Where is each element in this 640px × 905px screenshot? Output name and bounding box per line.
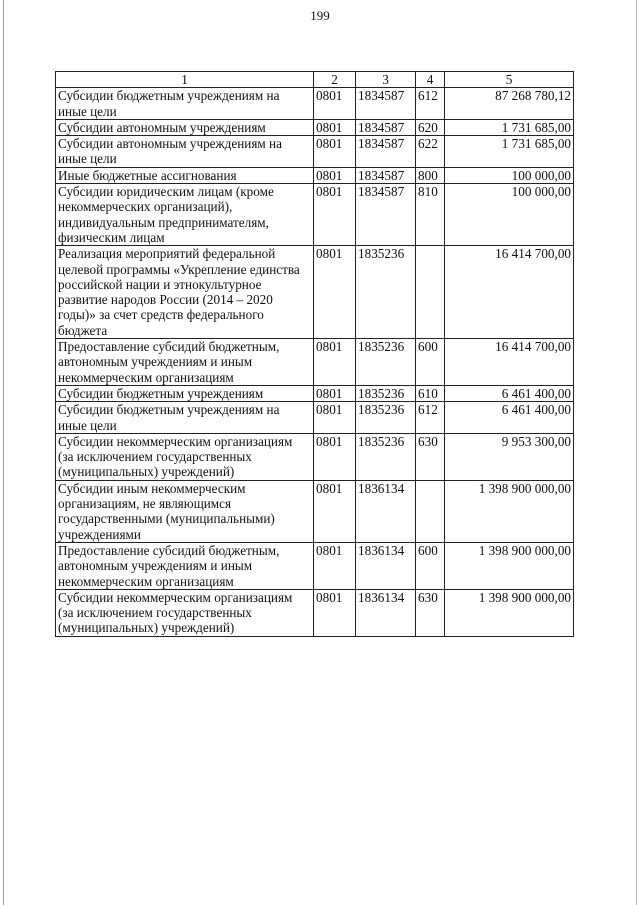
row-amount: 6 461 400,00 xyxy=(445,385,574,401)
row-name: Иные бюджетные ассигнования xyxy=(56,167,314,183)
row-article: 1834587 xyxy=(356,119,416,135)
page-edge-left xyxy=(3,0,4,905)
row-section: 0801 xyxy=(314,542,356,589)
column-header-section: 2 xyxy=(314,72,356,88)
row-amount: 87 268 780,12 xyxy=(445,88,574,120)
row-article: 1836134 xyxy=(356,480,416,542)
row-type: 622 xyxy=(416,136,445,168)
row-name: Субсидии бюджетным учреждениям на иные цели xyxy=(56,88,314,120)
row-article: 1834587 xyxy=(356,136,416,168)
column-header-article: 3 xyxy=(356,72,416,88)
row-amount: 16 414 700,00 xyxy=(445,339,574,386)
row-name: Субсидии юридическим лицам (кроме некоммерческих организаций), индивидуальным предпринимателям, физическим лицам xyxy=(56,184,314,246)
row-section: 0801 xyxy=(314,339,356,386)
column-header-type: 4 xyxy=(416,72,445,88)
row-type: 612 xyxy=(416,402,445,434)
row-amount: 1 731 685,00 xyxy=(445,136,574,168)
column-header-name: 1 xyxy=(56,72,314,88)
row-type: 630 xyxy=(416,433,445,480)
row-section: 0801 xyxy=(314,167,356,183)
row-type xyxy=(416,480,445,542)
row-amount: 100 000,00 xyxy=(445,167,574,183)
row-type: 800 xyxy=(416,167,445,183)
table-row xyxy=(56,246,574,339)
row-article: 1834587 xyxy=(356,88,416,120)
row-amount: 1 398 900 000,00 xyxy=(445,542,574,589)
row-amount: 16 414 700,00 xyxy=(445,246,574,339)
row-article: 1836134 xyxy=(356,542,416,589)
row-section: 0801 xyxy=(314,385,356,401)
table-row xyxy=(56,589,574,636)
table-row xyxy=(56,402,574,434)
row-section: 0801 xyxy=(314,119,356,135)
row-name: Предоставление субсидий бюджетным, автономным учреждениям и иным некоммерческим организациям xyxy=(56,542,314,589)
table-row xyxy=(56,385,574,401)
row-name: Реализация мероприятий федеральной целевой программы «Укрепление единства российской нации и этнокультурное развитие народов России (2014 – 2020 годы)» за счет средств федерального бюджета xyxy=(56,246,314,339)
row-section: 0801 xyxy=(314,402,356,434)
row-name: Субсидии автономным учреждениям на иные цели xyxy=(56,136,314,168)
row-section: 0801 xyxy=(314,589,356,636)
row-name: Субсидии некоммерческим организациям (за исключением государственных (муниципальных) учреждений) xyxy=(56,433,314,480)
table-row xyxy=(56,184,574,246)
row-article: 1834587 xyxy=(356,184,416,246)
row-article: 1835236 xyxy=(356,339,416,386)
page-edge-right xyxy=(636,0,637,905)
row-section: 0801 xyxy=(314,184,356,246)
row-type: 600 xyxy=(416,542,445,589)
row-amount: 1 398 900 000,00 xyxy=(445,589,574,636)
row-article: 1834587 xyxy=(356,167,416,183)
row-section: 0801 xyxy=(314,433,356,480)
row-amount: 1 731 685,00 xyxy=(445,119,574,135)
table-row xyxy=(56,88,574,120)
row-article: 1835236 xyxy=(356,433,416,480)
table-row xyxy=(56,542,574,589)
row-name: Субсидии некоммерческим организациям (за исключением государственных (муниципальных) учреждений) xyxy=(56,589,314,636)
row-type: 610 xyxy=(416,385,445,401)
row-name: Субсидии бюджетным учреждениям на иные цели xyxy=(56,402,314,434)
row-section: 0801 xyxy=(314,88,356,120)
row-article: 1836134 xyxy=(356,589,416,636)
table-row xyxy=(56,433,574,480)
row-type: 810 xyxy=(416,184,445,246)
table-header-row xyxy=(56,72,574,88)
table-row xyxy=(56,136,574,168)
row-type: 620 xyxy=(416,119,445,135)
column-header-amount: 5 xyxy=(445,72,574,88)
row-name: Предоставление субсидий бюджетным, автономным учреждениям и иным некоммерческим организациям xyxy=(56,339,314,386)
row-type: 600 xyxy=(416,339,445,386)
table-row xyxy=(56,339,574,386)
row-article: 1835236 xyxy=(356,402,416,434)
row-type: 612 xyxy=(416,88,445,120)
table-row xyxy=(56,480,574,542)
row-amount: 6 461 400,00 xyxy=(445,402,574,434)
row-name: Субсидии иным некоммерческим организациям, не являющимся государственными (муниципальными) учреждениями xyxy=(56,480,314,542)
row-name: Субсидии автономным учреждениям xyxy=(56,119,314,135)
row-type: 630 xyxy=(416,589,445,636)
row-article: 1835236 xyxy=(356,385,416,401)
page-number: 199 xyxy=(310,8,330,23)
row-type xyxy=(416,246,445,339)
row-amount: 9 953 300,00 xyxy=(445,433,574,480)
budget-table xyxy=(55,71,574,637)
row-section: 0801 xyxy=(314,246,356,339)
row-name: Субсидии бюджетным учреждениям xyxy=(56,385,314,401)
row-article: 1835236 xyxy=(356,246,416,339)
table-row xyxy=(56,167,574,183)
row-amount: 100 000,00 xyxy=(445,184,574,246)
table-row xyxy=(56,119,574,135)
row-section: 0801 xyxy=(314,480,356,542)
row-amount: 1 398 900 000,00 xyxy=(445,480,574,542)
row-section: 0801 xyxy=(314,136,356,168)
